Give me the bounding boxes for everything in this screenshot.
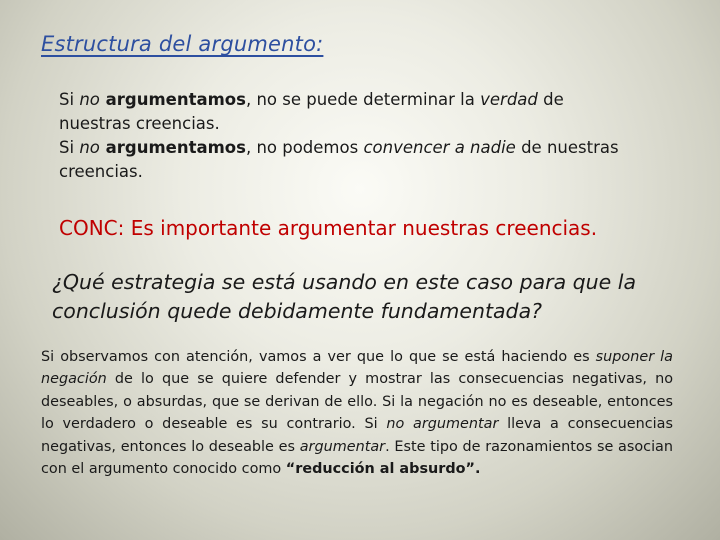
premise-1 [59,88,639,136]
premise-1-verdad: verdad [480,90,538,109]
premise-2-si: Si [59,138,80,157]
premise-1-rest-1: , no se puede determinar la [245,90,481,109]
premise-2-rest-2: de nuestras creencias. [59,138,619,181]
explanation-paragraph [41,346,673,480]
explanation-part-4: . Este tipo de razonamientos se asocian con el argumento conocido como [41,438,674,478]
question: ¿Qué estrategia se está usando en este caso para que la conclusión quede debidamente fundamentada? [52,270,637,323]
explanation-no-argumentar: no argumentar [386,416,499,433]
explanation-reduccion: “reducción al absurdo”. [285,461,481,478]
premise-1-rest-2: de nuestras creencias. [59,90,564,133]
explanation-argumentar: argumentar [299,438,386,455]
premise-2 [59,136,639,184]
premise-2-convencer: convencer a nadie [363,138,516,157]
premise-2-rest-1: , no podemos [245,138,364,157]
explanation-part-2: de lo que se quiere defender y mostrar las consecuencias negativas, no deseables, o absurdas, que se derivan de ello. Si la negación no es deseable, entonces lo verdadero o deseable es su contrario. Si [41,371,673,433]
premise-1-no: no [79,90,100,109]
premise-1-si: Si [59,90,80,109]
slide-title: Estructura del argumento: [41,32,324,56]
premise-2-argumentamos: argumentamos [99,138,246,157]
explanation-suponer: suponer la negación [41,349,674,388]
explanation-part-1: Si observamos con atención, vamos a ver que lo que se está haciendo es [41,349,596,365]
conclusion: CONC: Es importante argumentar nuestras creencias. [59,216,598,240]
explanation-part-3: lleva a consecuencias negativas, entonces lo deseable es [41,416,673,455]
premise-2-no: no [79,138,100,157]
premise-1-argumentamos: argumentamos [99,90,246,109]
premises-block [59,88,639,184]
